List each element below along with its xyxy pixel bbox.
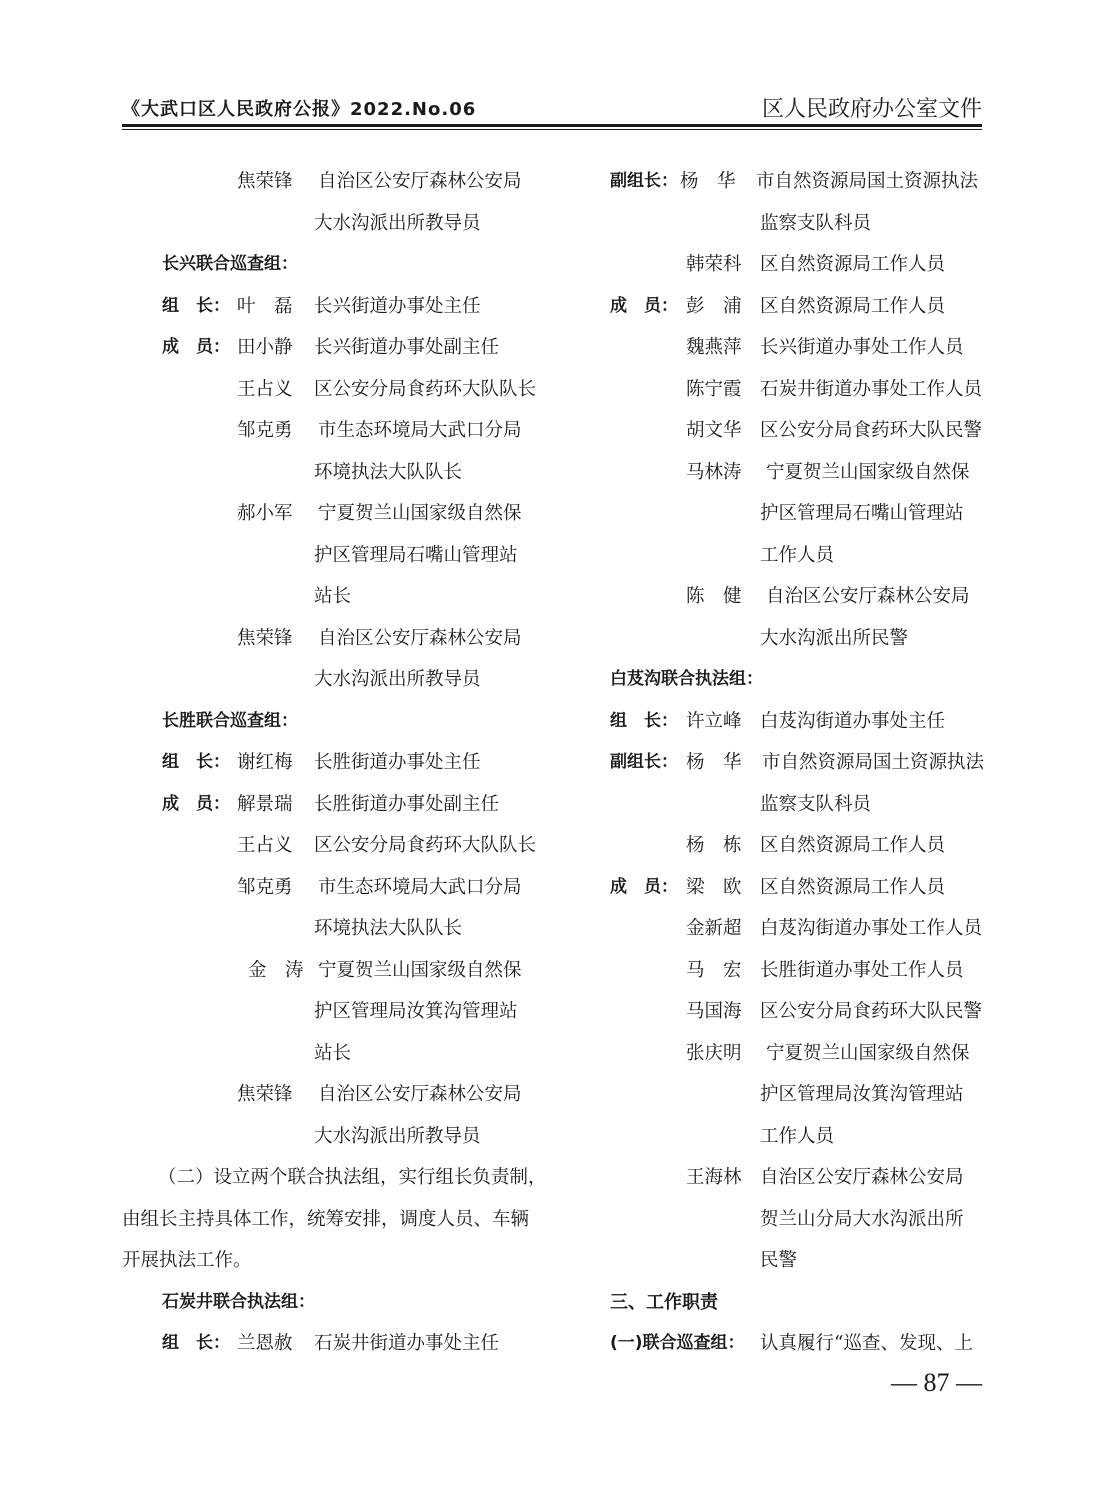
member-name: 田小静 [237, 337, 293, 358]
paragraph-text: （二）设立两个联合执法组，实行组长负责制， [158, 1167, 547, 1188]
member-name: 邹克勇 [237, 420, 293, 441]
member-entry [610, 452, 985, 494]
right-column [610, 161, 985, 1365]
member-name: 叶 磊 [237, 295, 293, 317]
member-name: 杨 华 [680, 171, 736, 192]
member-name: 彭 浦 [686, 295, 742, 317]
paragraph-text: 开展执法工作。 [122, 1250, 252, 1271]
member-entry [610, 950, 985, 992]
member-position: 自治区公安厅森林公安局 [318, 171, 522, 192]
role-label: 成 员： [162, 337, 230, 357]
member-entry-continued [610, 1240, 985, 1282]
role-label: 成 员： [610, 876, 678, 897]
member-position: 长胜街道办事处主任 [314, 752, 481, 773]
position-continued: 站长 [314, 586, 352, 607]
position-continued: 环境执法大队队长 [314, 461, 463, 483]
role-label: 副组长： [610, 171, 678, 191]
member-position: 长兴街道办事处主任 [314, 295, 481, 317]
member-entry-continued [610, 493, 985, 535]
position-continued: 护区管理局石嘴山管理站 [760, 503, 964, 524]
member-name: 焦荣锋 [237, 1084, 293, 1105]
paragraph-line [122, 1199, 534, 1241]
position-continued: 大水沟派出所教导员 [314, 1125, 481, 1147]
member-entry [122, 410, 534, 452]
position-continued: 护区管理局石嘴山管理站 [314, 544, 518, 566]
member-position: 石炭井街道办事处工作人员 [760, 378, 983, 400]
member-entry-continued [610, 618, 985, 660]
group-heading: 长胜联合巡查组： [162, 710, 298, 731]
group-heading: 长兴联合巡查组： [162, 254, 298, 274]
member-position: 石炭井街道办事处主任 [314, 1333, 500, 1354]
duty-line [610, 1323, 985, 1365]
member-name: 胡文华 [686, 420, 742, 441]
member-position: 自治区公安厅森林公安局 [760, 1167, 964, 1188]
member-name: 马国海 [686, 1001, 742, 1022]
position-continued: 护区管理局汝箕沟管理站 [314, 1001, 518, 1022]
member-entry-continued [610, 203, 985, 245]
member-entry-continued [610, 535, 985, 577]
role-label: 成 员： [610, 295, 678, 316]
member-entry [122, 327, 534, 369]
member-name: 陈宁霞 [686, 378, 742, 400]
member-position: 白芨沟街道办事处工作人员 [760, 918, 983, 939]
member-position: 长兴街道办事处副主任 [314, 337, 500, 358]
section-title: 区人民政府办公室文件 [761, 97, 982, 122]
member-entry [610, 867, 985, 909]
member-name: 王占义 [237, 835, 293, 856]
role-label: 组 长： [162, 1333, 230, 1353]
member-entry [610, 369, 985, 411]
position-continued: 大水沟派出所教导员 [314, 212, 481, 234]
member-entry-continued [122, 203, 534, 245]
member-name: 张庆明 [686, 1042, 742, 1064]
member-position: 区自然资源局工作人员 [760, 254, 946, 275]
header-rule-thick [122, 124, 982, 127]
member-entry [610, 327, 985, 369]
member-entry [610, 1157, 985, 1199]
member-name: 马 宏 [686, 959, 742, 981]
section-heading [610, 1282, 985, 1324]
member-entry [122, 618, 534, 660]
member-name: 焦荣锋 [237, 171, 293, 192]
duty-text: 认真履行“巡查、发现、上 [760, 1333, 973, 1354]
member-name: 金新超 [686, 918, 742, 939]
member-position: 区公安分局食药环大队队长 [314, 378, 537, 400]
member-entry-continued [122, 991, 534, 1033]
member-entry [610, 908, 985, 950]
member-position: 宁夏贺兰山国家级自然保 [766, 461, 970, 483]
member-entry [122, 493, 534, 535]
leader-entry [122, 1323, 534, 1365]
role-label: 组 长： [162, 295, 230, 316]
member-name: 王占义 [237, 378, 293, 400]
position-continued: 环境执法大队队长 [314, 918, 463, 939]
member-position: 区公安分局食药环大队民警 [760, 420, 983, 441]
member-entry-continued [610, 1074, 985, 1116]
member-entry [122, 950, 534, 992]
member-name: 解景瑞 [237, 793, 293, 815]
member-entry [122, 867, 534, 909]
position-continued: 大水沟派出所民警 [760, 627, 909, 649]
member-name: 许立峰 [686, 710, 742, 732]
deputy-leader-entry [610, 161, 985, 203]
role-label: 副组长： [610, 752, 678, 772]
member-position: 市自然资源局国土资源执法 [762, 752, 985, 773]
role-label: 组 长： [610, 710, 678, 731]
left-column [122, 161, 547, 1365]
position-continued: 护区管理局汝箕沟管理站 [760, 1084, 964, 1105]
member-name: 邹克勇 [237, 876, 293, 898]
member-position: 自治区公安厅森林公安局 [318, 627, 522, 649]
member-position: 长兴街道办事处工作人员 [760, 337, 964, 358]
member-position: 市自然资源局国土资源执法 [756, 171, 979, 192]
member-entry-continued [610, 1116, 985, 1158]
member-position: 长胜街道办事处副主任 [314, 793, 500, 815]
duty-label: (一)联合巡查组： [610, 1333, 745, 1353]
position-continued: 贺兰山分局大水沟派出所 [760, 1208, 964, 1230]
member-entry-continued [122, 908, 534, 950]
member-entry [122, 369, 537, 411]
member-name: 杨 华 [686, 752, 742, 773]
member-entry-continued [122, 1033, 534, 1075]
member-entry [610, 1033, 985, 1075]
position-continued: 民警 [760, 1250, 798, 1271]
member-position: 区自然资源局工作人员 [760, 835, 946, 856]
leader-entry [122, 286, 534, 328]
member-position: 区自然资源局工作人员 [760, 876, 946, 898]
journal-title: 《大武口区人民政府公报》2022.No.06 [122, 99, 477, 120]
member-name: 兰恩赦 [237, 1333, 293, 1354]
member-name: 谢红梅 [237, 752, 293, 773]
position-continued: 工作人员 [760, 1125, 835, 1147]
member-entry-continued [610, 784, 985, 826]
position-continued: 大水沟派出所教导员 [314, 669, 481, 690]
section-title-text: 三、工作职责 [610, 1291, 718, 1313]
member-position: 白芨沟街道办事处主任 [760, 710, 946, 732]
member-position: 自治区公安厅森林公安局 [766, 586, 970, 607]
role-label: 组 长： [162, 752, 230, 772]
member-name: 郝小军 [237, 503, 293, 524]
paragraph-text: 由组长主持具体工作，统筹安排，调度人员、车辆 [122, 1208, 530, 1230]
member-name: 梁 欧 [686, 876, 742, 898]
member-entry [610, 825, 985, 867]
member-position: 宁夏贺兰山国家级自然保 [766, 1042, 970, 1064]
member-position: 宁夏贺兰山国家级自然保 [318, 959, 522, 981]
role-label: 成 员： [162, 793, 230, 814]
member-entry [122, 784, 534, 826]
member-position: 市生态环境局大武口分局 [318, 420, 522, 441]
member-entry [122, 161, 534, 203]
deputy-leader-entry [610, 742, 985, 784]
member-name: 马林涛 [686, 461, 742, 483]
member-entry-continued [122, 452, 534, 494]
member-name: 杨 栋 [686, 835, 742, 856]
position-continued: 监察支队科员 [760, 793, 872, 815]
member-position: 区自然资源局工作人员 [760, 295, 946, 317]
member-name: 陈 健 [686, 586, 742, 607]
position-continued: 工作人员 [760, 544, 835, 566]
member-position: 区公安分局食药环大队队长 [314, 835, 537, 856]
group-heading: 白芨沟联合执法组： [610, 669, 763, 689]
member-entry-continued [122, 535, 534, 577]
member-entry-continued [122, 1116, 534, 1158]
member-entry [610, 244, 985, 286]
member-entry [610, 286, 985, 328]
member-entry [610, 410, 985, 452]
member-position: 市生态环境局大武口分局 [318, 876, 522, 898]
member-entry [610, 991, 985, 1033]
member-entry-continued [122, 576, 534, 618]
leader-entry [122, 742, 534, 784]
member-position: 宁夏贺兰山国家级自然保 [318, 503, 522, 524]
header-rule-thin [122, 129, 982, 130]
member-position: 区公安分局食药环大队民警 [760, 1001, 983, 1022]
leader-entry [610, 701, 985, 743]
member-entry [122, 825, 537, 867]
position-continued: 监察支队科员 [760, 212, 872, 234]
member-entry-continued [122, 659, 534, 701]
member-entry [610, 576, 985, 618]
member-position: 长胜街道办事处工作人员 [760, 959, 964, 981]
member-name: 焦荣锋 [237, 627, 293, 649]
member-entry [122, 1074, 534, 1116]
member-name: 魏燕萍 [686, 337, 742, 358]
page-number: — 87 — [891, 1368, 982, 1397]
position-continued: 站长 [314, 1042, 352, 1064]
paragraph-line [122, 1157, 547, 1199]
group-heading: 石炭井联合执法组： [162, 1291, 315, 1312]
member-name: 王海林 [686, 1167, 742, 1188]
member-position: 自治区公安厅森林公安局 [318, 1084, 522, 1105]
member-entry-continued [610, 1199, 985, 1241]
member-name: 金 涛 [248, 959, 304, 981]
paragraph-line [122, 1240, 534, 1282]
member-name: 韩荣科 [686, 254, 742, 275]
